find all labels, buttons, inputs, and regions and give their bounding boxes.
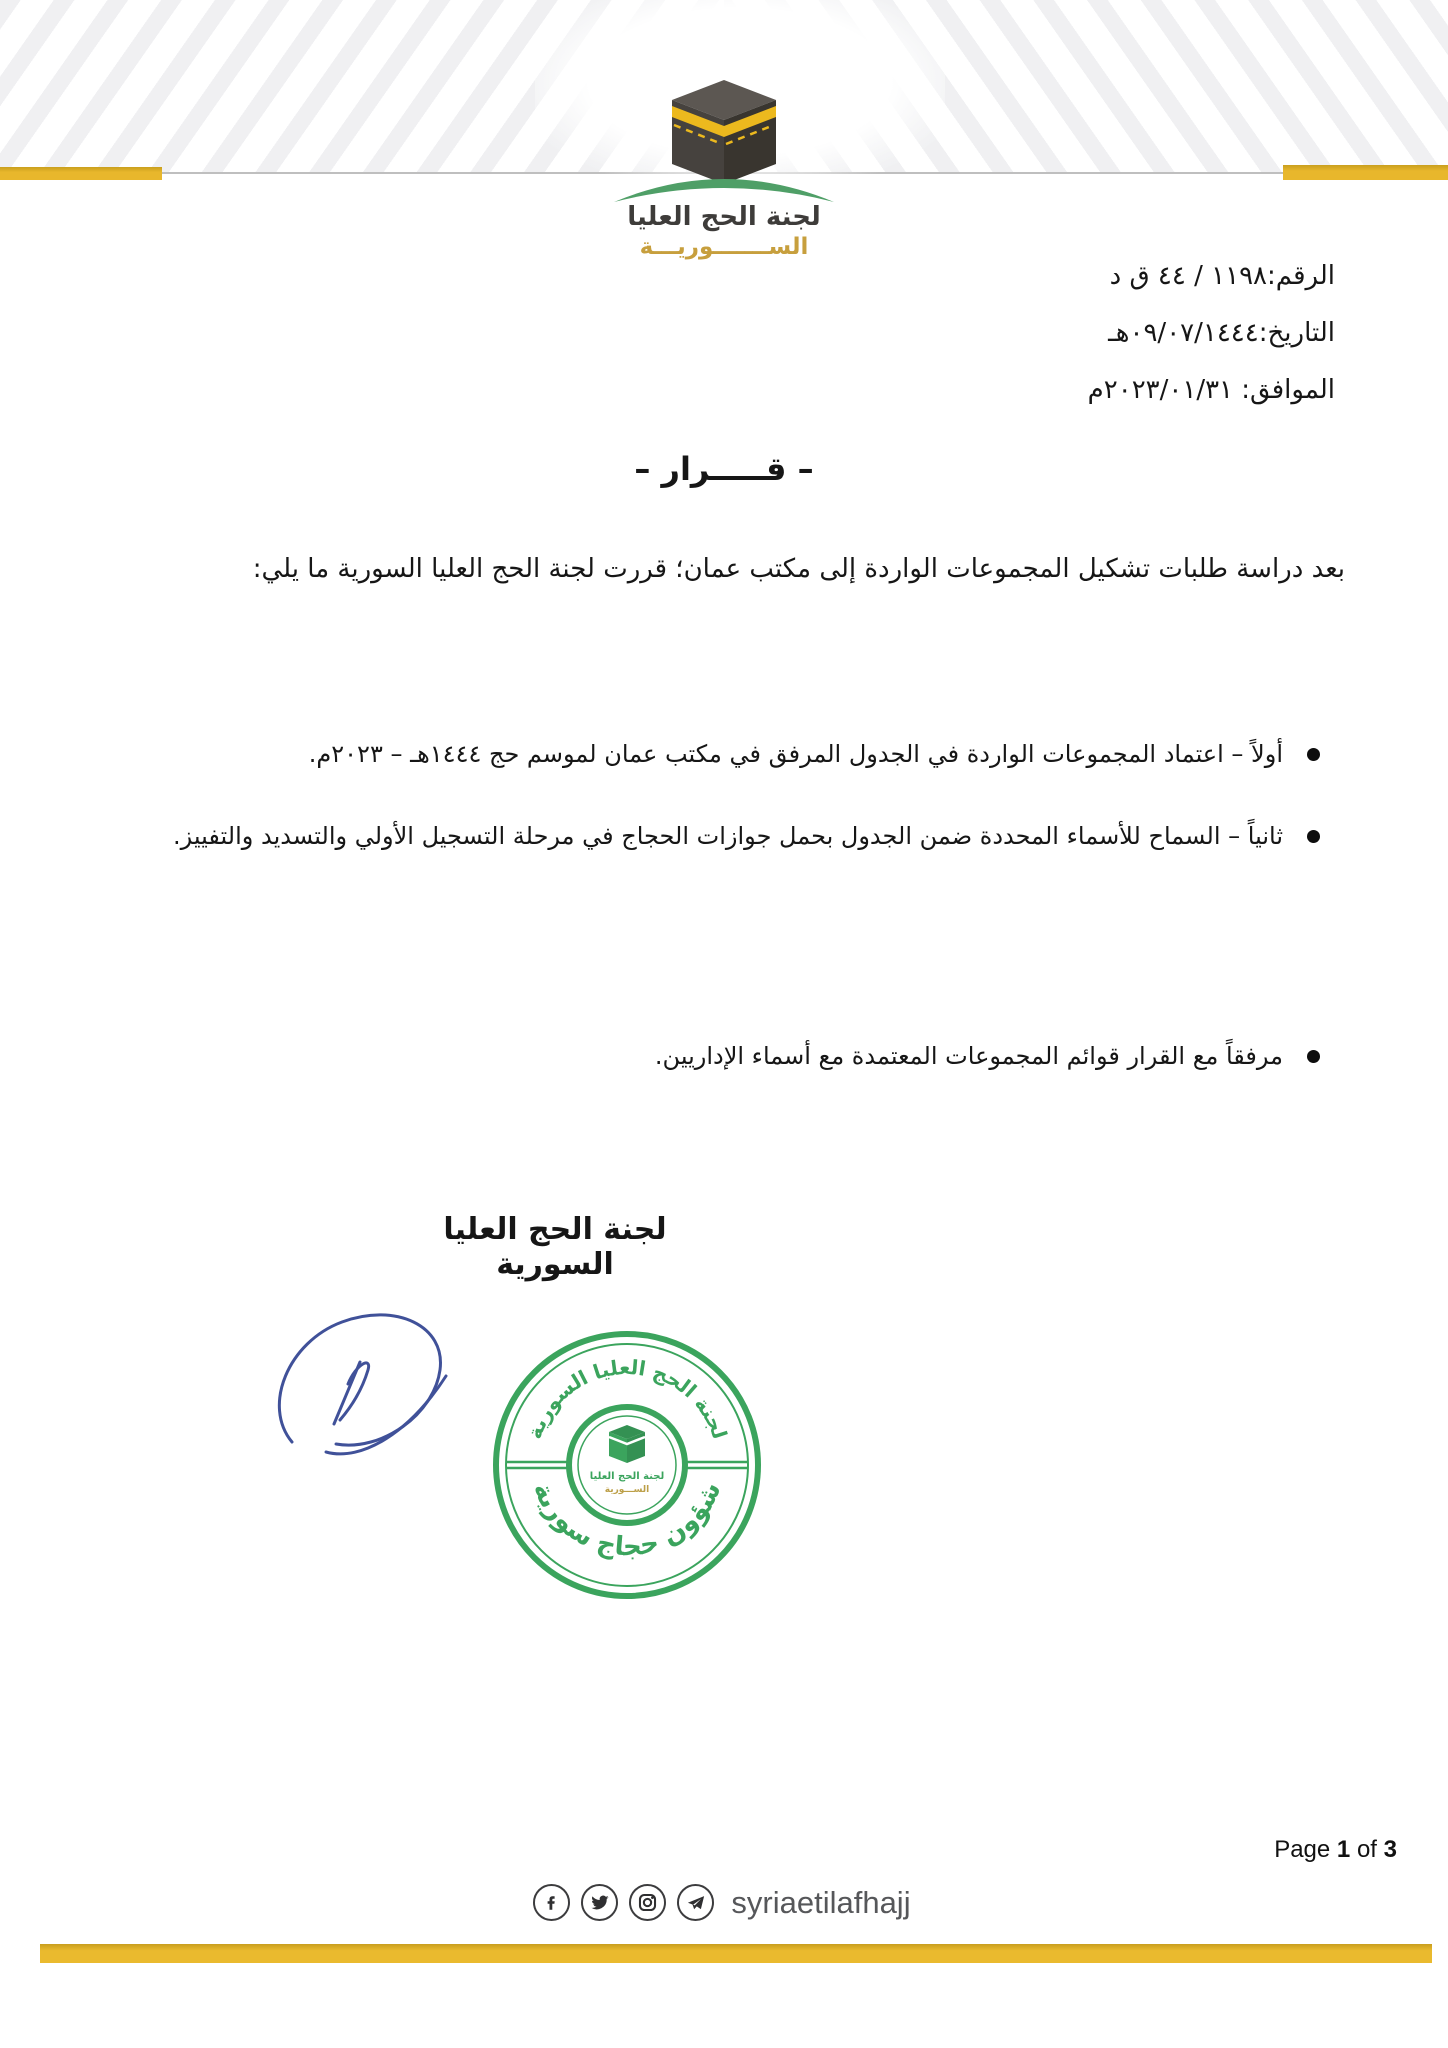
telegram-icon	[677, 1884, 714, 1921]
social-handle: syriaetilafhajj	[731, 1884, 911, 1920]
stamp-center-line2: الســـورية	[604, 1485, 650, 1495]
facebook-icon	[533, 1884, 570, 1921]
stamp-top-text: لجنة الحج العليا السورية	[522, 1355, 732, 1442]
page-current: 1	[1336, 1836, 1351, 1863]
page-of-label: of	[1356, 1836, 1377, 1863]
kaaba-logo-icon	[594, 72, 854, 207]
official-stamp	[488, 1326, 766, 1604]
page-indicator	[1274, 1836, 1397, 1864]
page-total: 3	[1383, 1836, 1397, 1863]
social-row	[0, 1884, 1448, 1921]
hijri-date: التاريخ:٠٩/٠٧/١٤٤٤هـ	[1108, 318, 1335, 348]
signatory-title: لجنة الحج العليا السورية	[443, 1212, 667, 1282]
attachment-note	[655, 1042, 1320, 1070]
logo-subtitle: الســـــــوريـــة	[639, 234, 809, 260]
attachment-note-text: مرفقاً مع القرار قوائم المجموعات المعتمدة مع أسماء الإداريين.	[654, 1042, 1283, 1070]
page-label: Page	[1274, 1836, 1331, 1863]
twitter-icon	[581, 1884, 618, 1921]
decision-item-text: أولاً – اعتماد المجموعات الواردة في الجدول المرفق في مكتب عمان لموسم حج ١٤٤٤هـ – ٢٠٢٣م.	[308, 740, 1283, 768]
stamp-kaaba-icon	[609, 1425, 645, 1463]
document-title: – قـــــرار –	[634, 450, 814, 488]
bullet-dot	[1307, 1050, 1320, 1063]
decision-item-text: ثانياً – السماح للأسماء المحددة ضمن الجدول بحمل جوازات الحجاج في مرحلة التسجيل الأولي والتسديد والتفييز.	[173, 822, 1283, 850]
gregorian-date: الموافق: ٢٠٢٣/٠١/٣١م	[1087, 375, 1335, 405]
reference-block	[1088, 248, 1335, 419]
stamp-bottom-text: شؤون حجاج سورية	[526, 1477, 728, 1563]
bullet-dot	[1307, 748, 1320, 761]
reference-number: الرقم:١١٩٨ / ٤٤ ق د	[1109, 261, 1335, 291]
gold-bar-top-left	[0, 167, 162, 180]
decision-item-2	[173, 822, 1320, 850]
intro-paragraph: بعد دراسة طلبات تشكيل المجموعات الواردة إلى مكتب عمان؛ قررت لجنة الحج العليا السورية ما يلي:	[252, 554, 1345, 584]
decision-item-1	[309, 740, 1320, 768]
handwritten-signature	[262, 1310, 472, 1495]
stamp-center-line1: لجنة الحج العليا	[589, 1471, 665, 1482]
gold-bar-top-right	[1283, 165, 1448, 180]
bullet-dot	[1307, 830, 1320, 843]
instagram-icon	[629, 1884, 666, 1921]
gold-bar-bottom	[40, 1944, 1432, 1963]
logo-title: لجنة الحج العليا	[627, 202, 821, 232]
